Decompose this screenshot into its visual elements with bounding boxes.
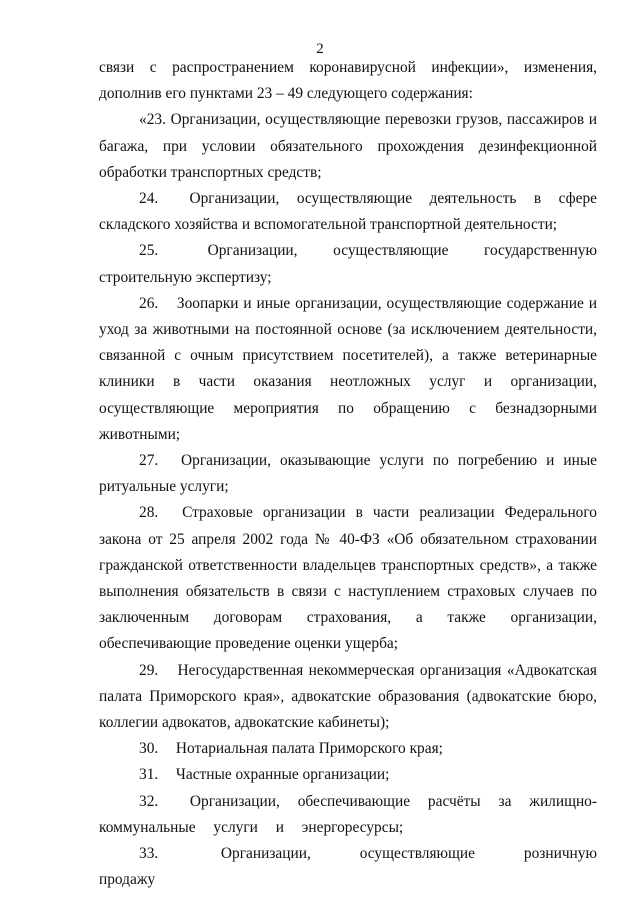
item-number: 29. xyxy=(139,661,159,679)
item-number: 30. xyxy=(139,740,159,758)
paragraph-item-33 xyxy=(99,841,597,893)
paragraph-intro xyxy=(99,55,597,107)
paragraph-item-28 xyxy=(99,500,597,657)
item-number: 31. xyxy=(139,766,159,784)
paragraph-item-25 xyxy=(99,238,597,290)
paragraph-item-27 xyxy=(99,448,597,500)
paragraph-item-29 xyxy=(99,658,597,737)
paragraph-item-26 xyxy=(99,291,597,448)
document-body xyxy=(99,55,597,894)
paragraph-item-23 xyxy=(99,107,597,186)
paragraph-text: Организации, обеспечивающие расчёты за жилищно-коммунальные услуги и энергоресурсы; xyxy=(99,792,597,836)
paragraph-text: Организации, осуществляющие розничную продажу xyxy=(99,845,597,889)
paragraph-text: связи с распространением коронавирусной инфекции», изменения, дополнив его пунктами 23 – 49 следующего содержания: xyxy=(99,59,597,103)
paragraph-item-32 xyxy=(99,789,597,841)
paragraph-text: Организации, оказывающие услуги по погребению и иные ритуальные услуги; xyxy=(99,452,597,496)
item-number: 33. xyxy=(139,845,159,863)
item-number: 27. xyxy=(139,452,159,470)
paragraph-text: Зоопарки и иные организации, осуществляющие содержание и уход за животными на постоянной основе (за исключением деятельности, связанной с очным присутствием посетителей), а также ветеринарные клиники в части оказания неотложных услуг и организации, осуществляющие мероприятия по обращению с безнадзорными животными; xyxy=(99,294,597,443)
paragraph-text: «23. Организации, осуществляющие перевозки грузов, пассажиров и багажа, при условии обязательного прохождения дезинфекционной обработки транспортных средств; xyxy=(99,111,597,181)
item-number: 25. xyxy=(139,242,159,260)
paragraph-item-31 xyxy=(99,762,597,788)
paragraph-item-30 xyxy=(99,736,597,762)
paragraph-text: Страховые организации в части реализации Федерального закона от 25 апреля 2002 года № 40-ФЗ «Об обязательном страховании гражданской ответственности владельцев транспортных средств», а также выполнения обязательств в связи с наступлением страховых случаев по заключенным договорам страхования, а также организации, обеспечивающие проведение оценки ущерба; xyxy=(99,504,597,653)
page-number: 2 xyxy=(316,41,324,57)
paragraph-text: Организации, осуществляющие деятельность в сфере складского хозяйства и вспомогательной транспортной деятельности; xyxy=(99,190,597,234)
paragraph-text: Негосударственная некоммерческая организация «Адвокатская палата Приморского края», адвокатские образования (адвокатские бюро, коллегии адвокатов, адвокатские кабинеты); xyxy=(99,661,597,732)
paragraph-text: Нотариальная палата Приморского края; xyxy=(175,740,443,758)
paragraph-item-24 xyxy=(99,186,597,238)
paragraph-text: Частные охранные организации; xyxy=(175,766,390,784)
item-number: 28. xyxy=(139,504,159,522)
item-number: 24. xyxy=(139,190,159,208)
paragraph-text: Организации, осуществляющие государственную строительную экспертизу; xyxy=(99,242,597,286)
item-number: 26. xyxy=(139,294,159,312)
item-number: 32. xyxy=(139,792,159,810)
